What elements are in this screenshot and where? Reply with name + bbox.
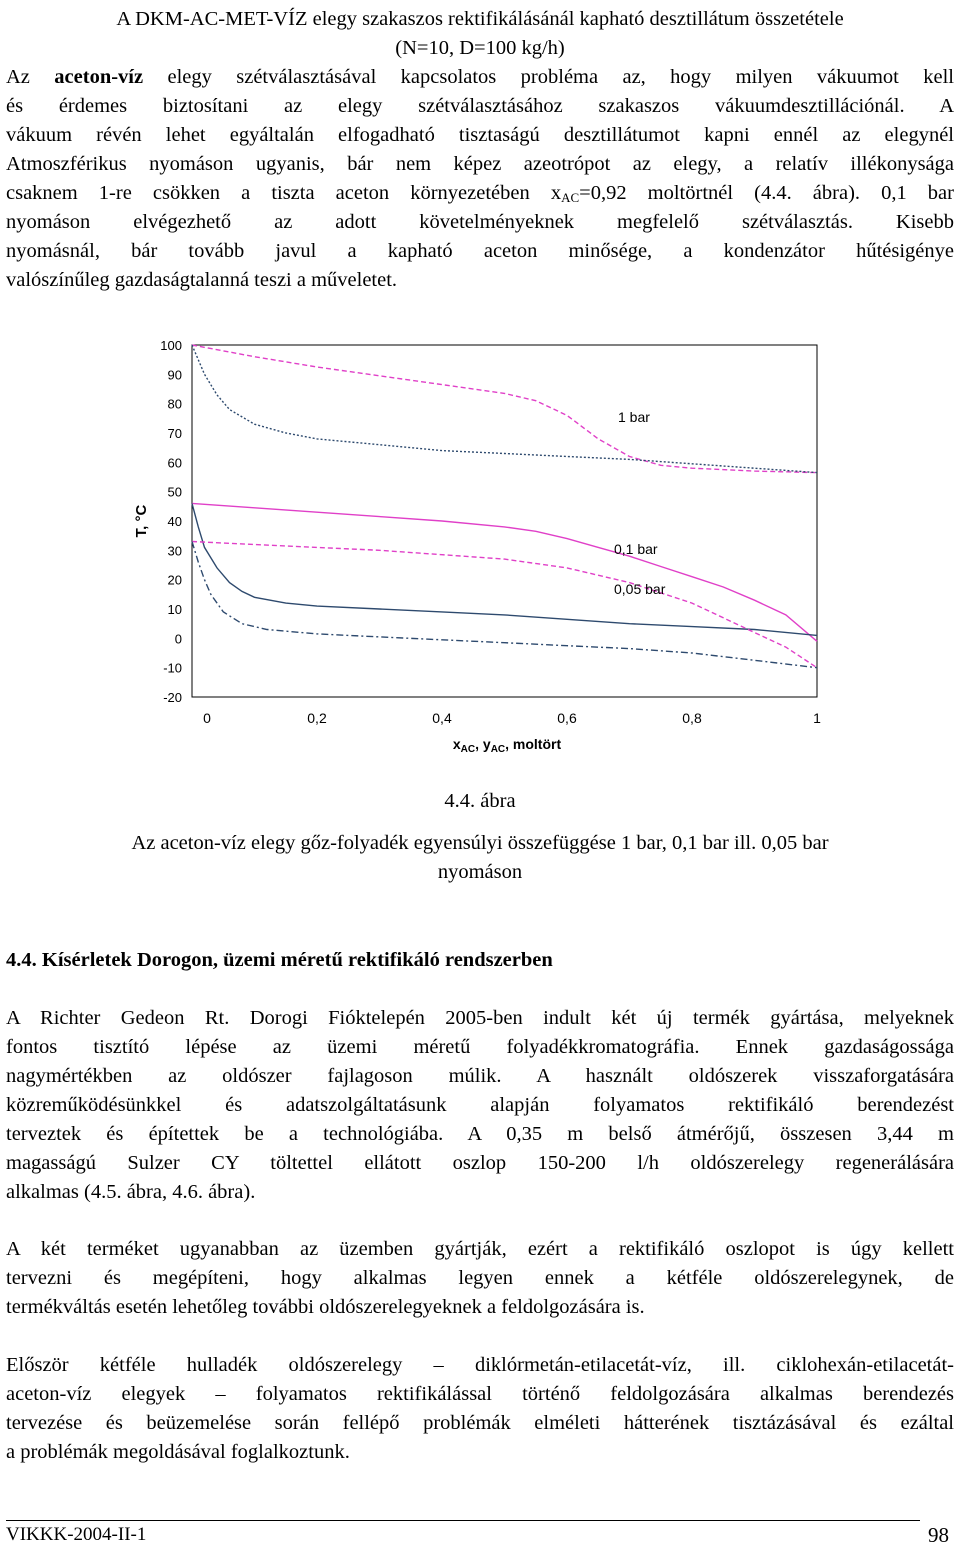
series-line-liquid xyxy=(192,345,817,473)
table-caption-line2: (N=10, D=100 kg/h) xyxy=(395,37,565,59)
y-axis-label: T, °C xyxy=(133,504,150,538)
footer-rule xyxy=(6,1520,920,1521)
paragraph4-line2: aceton-víz elegyek – folyamatos rektifikálással történő feldolgozására alkalmas berendezés xyxy=(6,1383,954,1405)
series-layer xyxy=(192,345,817,668)
paragraph4-line3: tervezése és beüzemelése során fellépő problémák elméleti hátterének tisztázásával és ezáltal xyxy=(6,1412,954,1434)
x-axis-label: $x_{AC}$, $y_{AC}$, moltört xyxy=(452,736,562,755)
y-tick-label: -20 xyxy=(163,690,182,705)
table-caption-line1: A DKM-AC-MET-VÍZ elegy szakaszos rektifikálásánál kapható desztillátum összetétele xyxy=(116,8,844,30)
paragraph1-line4: Atmoszférikus nyomáson ugyanis, bár nem képez azeotrópot az elegy, a relatív illékonysága xyxy=(6,153,954,175)
y-tick-label: 90 xyxy=(167,367,182,383)
paragraph1-line6: nyomáson elvégezhető az adott követelményeknek megfelelő szétválasztás. Kisebb xyxy=(6,211,954,233)
x-tick-label: 1 xyxy=(813,710,821,726)
x-axis-ticks xyxy=(203,710,821,726)
paragraph4-line1: Először kétféle hulladék oldószerelegy – diklórmetán-etilacetát-víz, ill. ciklohexán-etilacetát- xyxy=(6,1354,954,1376)
y-tick-label: 10 xyxy=(167,602,182,617)
paragraph2-line2: fontos tisztító lépése az üzemi méretű folyadékkromatográfia. Ennek gazdaságossága xyxy=(6,1036,954,1058)
vle-chart xyxy=(0,325,960,775)
paragraph2-line6: magasságú Sulzer CY töltettel ellátott oszlop 150-200 l/h oldószerelegy regenerálására xyxy=(6,1152,954,1174)
paragraph1-line3: vákuum révén lehet egyáltalán elfogadható tisztaságú desztillátumot kapni ennél az elegynél xyxy=(6,124,954,146)
x-tick-label: 0,2 xyxy=(307,710,327,726)
paragraph1-line8: valószínűleg gazdaságtalanná teszi a műveletet. xyxy=(6,269,398,291)
y-tick-label: -10 xyxy=(163,660,182,676)
paragraph1-line1: Az aceton-víz elegy szétválasztásával kapcsolatos probléma az, hogy milyen vákuumot kell xyxy=(6,66,955,88)
figure-caption-line2: nyomáson xyxy=(437,861,523,883)
paragraph2-line3: nagymértékben az oldószer fajlagoson múlik. A használt oldószerek visszaforgatására xyxy=(6,1065,954,1087)
paragraph3-line3: termékváltás esetén lehetőleg további oldószerelegyeknek a feldolgozására is. xyxy=(6,1296,645,1318)
bold-term: aceton-víz xyxy=(54,66,144,88)
paragraph2-line4: közreműködésünkkel és adatszolgáltatásunk alapján folyamatos rektifikáló berendezést xyxy=(6,1094,954,1116)
paragraph2-line1: A Richter Gedeon Rt. Dorogi Fióktelepén 2005-ben indult két új termék gyártása, melyeknek xyxy=(6,1007,954,1029)
y-axis-ticks xyxy=(160,338,182,705)
footer-document-id: VIKKK-2004-II-1 xyxy=(6,1524,147,1545)
y-tick-label: 0 xyxy=(174,631,182,647)
pressure-annotation: 0,1 bar xyxy=(614,541,658,557)
series-line-liquid xyxy=(192,503,817,635)
pressure-annotation: 0,05 bar xyxy=(614,581,666,597)
plot-frame xyxy=(192,345,817,697)
section-heading: 4.4. Kísérletek Dorogon, üzemi méretű rektifikáló rendszerben xyxy=(6,949,553,971)
paragraph1-line5: csaknem 1-re csökken a tiszta aceton környezetében $x_{AC}=0,92$ moltörtnél (4.4. ábra). 0,1 bar xyxy=(6,182,954,205)
series-line-vapor xyxy=(192,503,817,641)
series-line-liquid xyxy=(192,542,817,668)
series-line-vapor xyxy=(192,542,817,668)
paragraph1-line2: és érdemes biztosítani az elegy szétválasztásához szakaszos vákuumdesztillációnál. A xyxy=(6,95,954,117)
x-tick-label: 0,6 xyxy=(557,710,577,726)
paragraph3-line2: tervezni és megépíteni, hogy alkalmas legyen ennek a kétféle oldószerelegynek, de xyxy=(6,1267,954,1289)
y-tick-label: 60 xyxy=(167,455,182,471)
pressure-annotation: 1 bar xyxy=(618,409,650,425)
page-number: 98 xyxy=(928,1523,949,1547)
y-tick-label: 20 xyxy=(167,572,182,588)
y-tick-label: 100 xyxy=(160,338,182,353)
y-tick-label: 80 xyxy=(167,396,182,412)
figure-number: 4.4. ábra xyxy=(444,790,516,812)
y-tick-label: 70 xyxy=(167,426,182,441)
paragraph2-line7: alkalmas (4.5. ábra, 4.6. ábra). xyxy=(6,1181,256,1203)
paragraph1-line7: nyomásnál, bár tovább javul a kapható aceton minősége, a kondenzátor hűtésigénye xyxy=(6,240,954,262)
paragraph2-line5: terveztek és építettek be a technológiába. A 0,35 m belső átmérőjű, összesen 3,44 m xyxy=(6,1123,954,1145)
paragraph4-line4: a problémák megoldásával foglalkoztunk. xyxy=(6,1441,350,1463)
annotation-layer xyxy=(614,409,666,597)
figure-caption-line1: Az aceton-víz elegy gőz-folyadék egyensúlyi összefüggése 1 bar, 0,1 bar ill. 0,05 bar xyxy=(131,832,829,854)
y-tick-label: 40 xyxy=(167,514,182,529)
x-tick-label: 0 xyxy=(203,710,211,726)
plot-area-border xyxy=(192,345,817,697)
paragraph3-line1: A két terméket ugyanabban az üzemben gyártják, ezért a rektifikáló oszlopot is úgy kellett xyxy=(6,1238,954,1260)
y-tick-label: 30 xyxy=(167,543,182,559)
x-tick-label: 0,8 xyxy=(682,710,702,726)
y-tick-label: 50 xyxy=(167,484,182,500)
x-tick-label: 0,4 xyxy=(432,710,452,726)
